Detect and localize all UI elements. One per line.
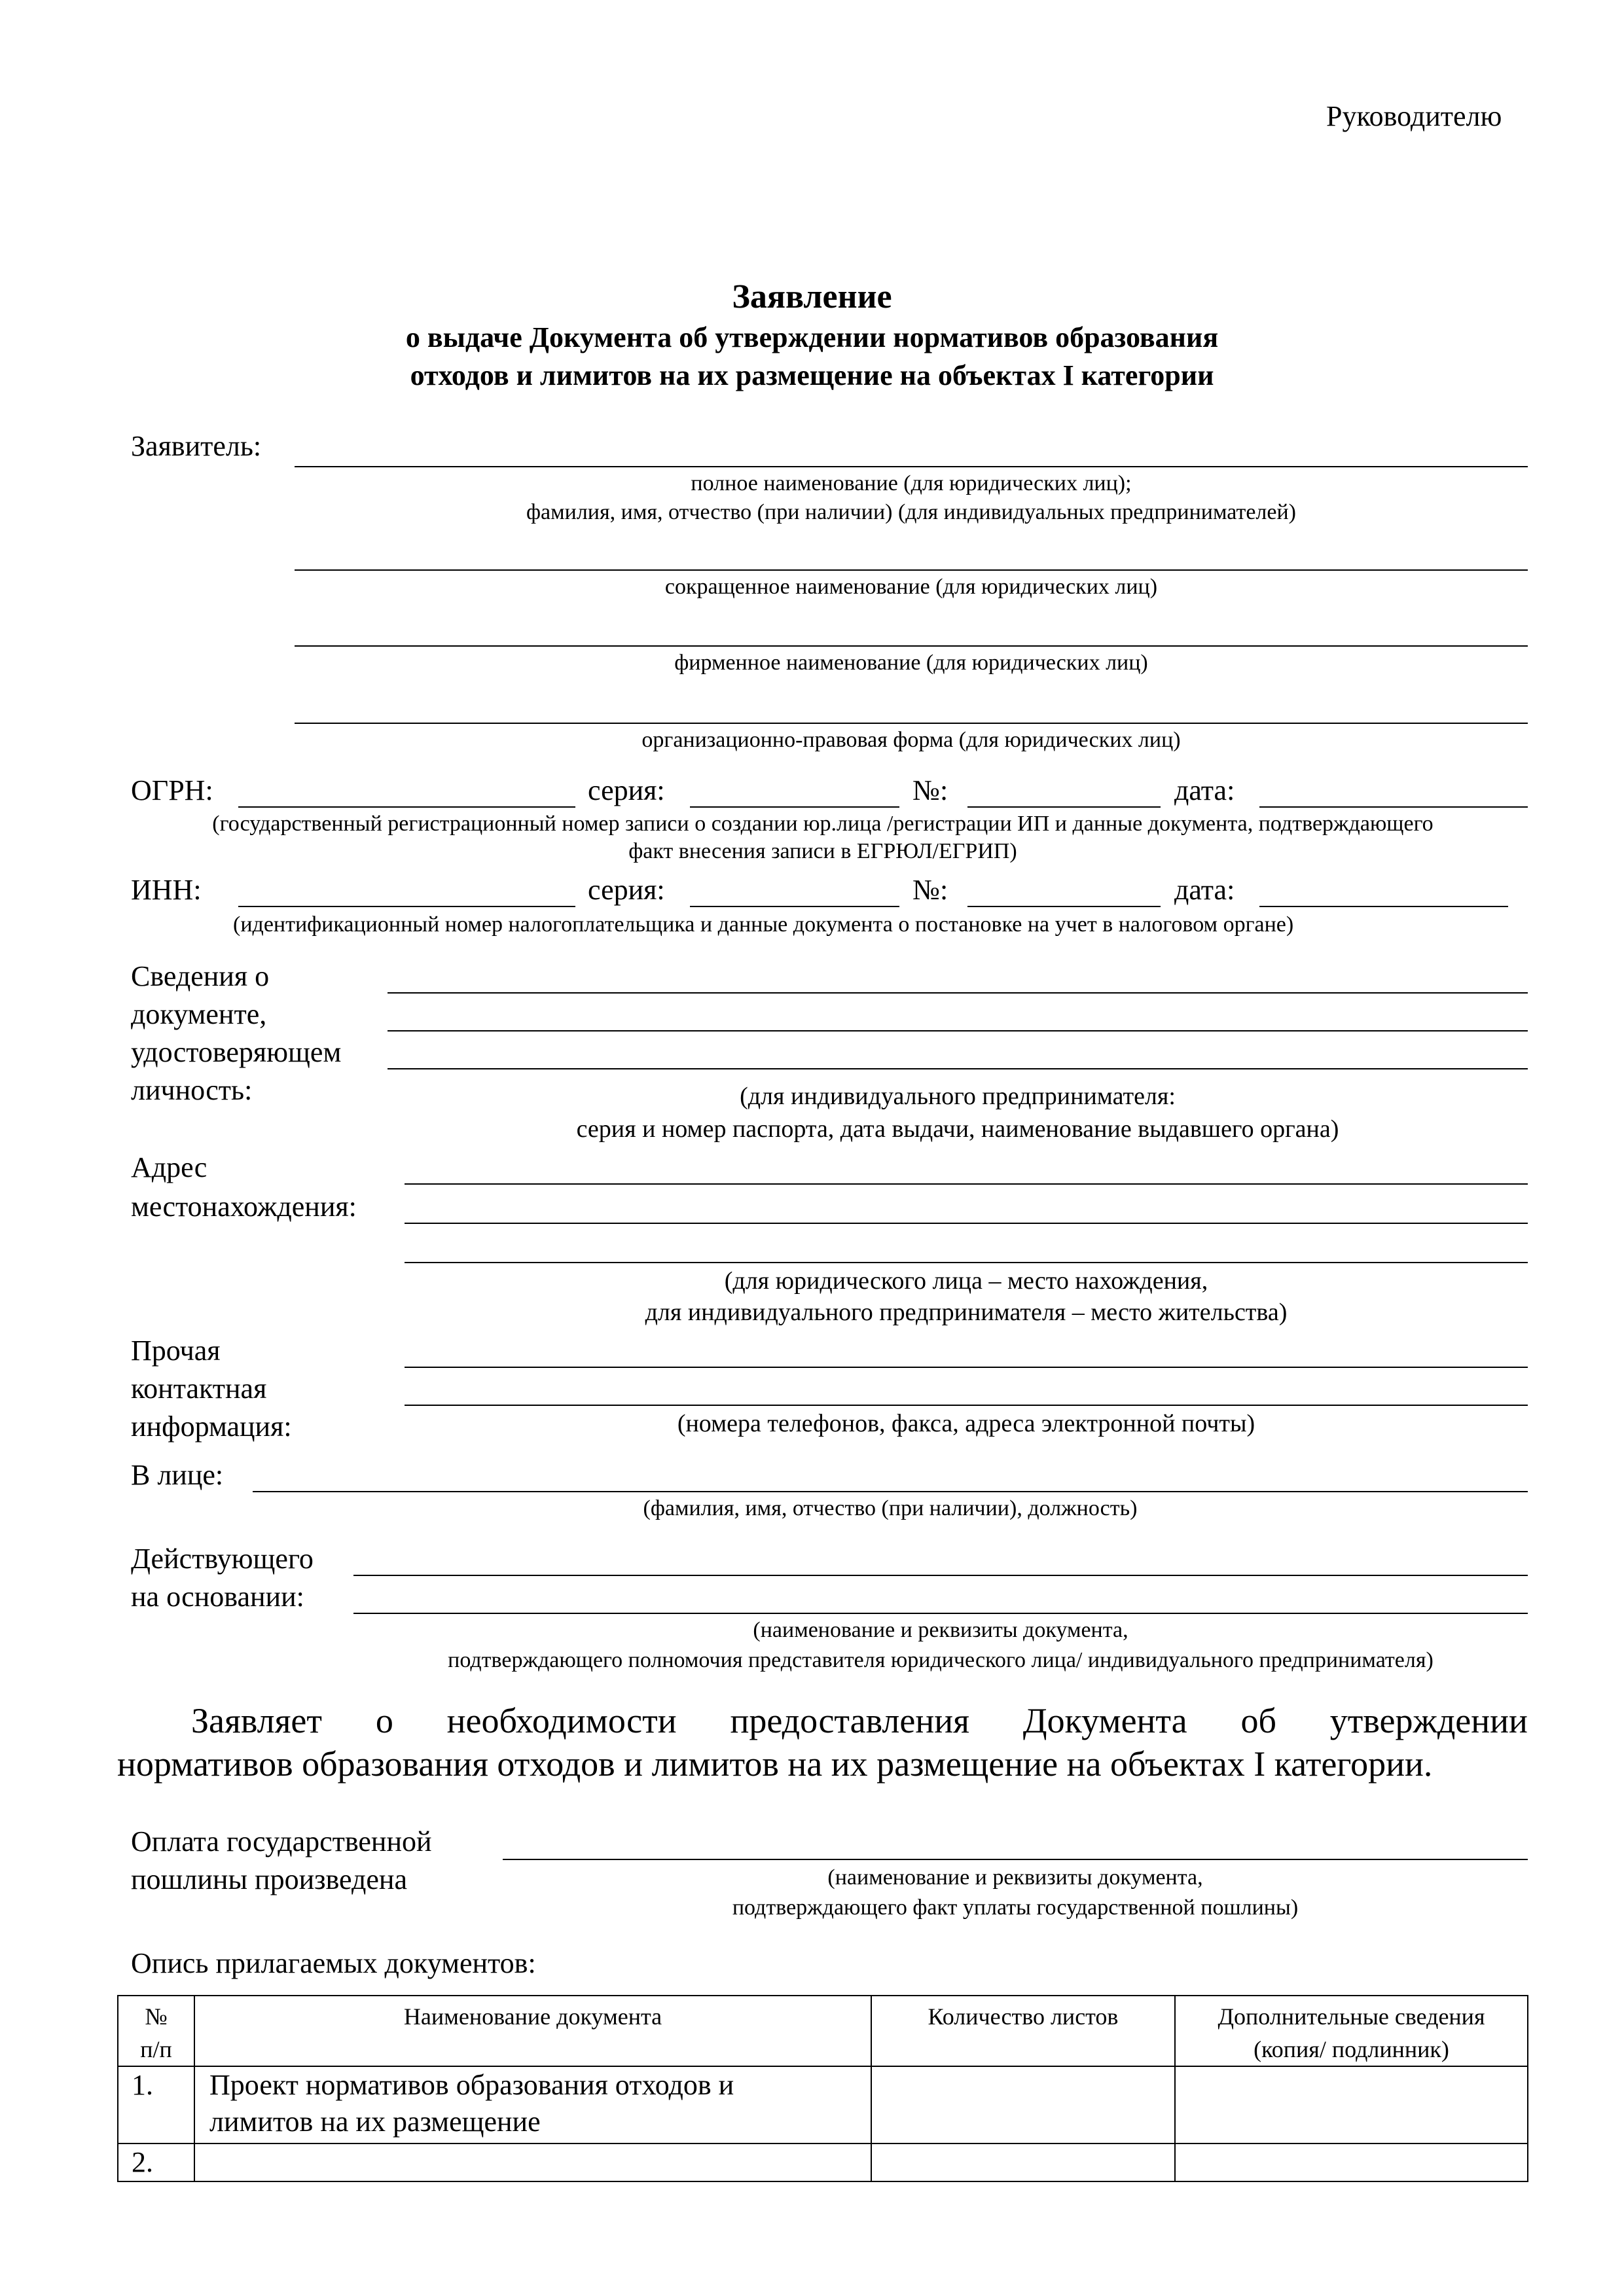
- inn-caption: (идентификационный номер налогоплательщика и данные документа о постановке на учет в налоговом органе): [233, 912, 1294, 937]
- inn-number-field[interactable]: [967, 906, 1161, 907]
- applicant-short-name-field[interactable]: [295, 569, 1528, 571]
- row-number: 1.: [118, 2066, 194, 2144]
- row-document-name-line-2: лимитов на их размещение: [209, 2106, 541, 2138]
- ogrn-series-label: серия:: [588, 774, 665, 806]
- representative-caption: (фамилия, имя, отчество (при наличии), должность): [643, 1496, 1138, 1520]
- statement-word: предоставления: [730, 1701, 969, 1740]
- representative-field[interactable]: [253, 1491, 1528, 1492]
- header-additional-info: [1175, 1996, 1528, 2066]
- applicant-full-name-caption-1: полное наименование (для юридических лиц);: [691, 471, 1132, 495]
- ogrn-field[interactable]: [238, 806, 575, 808]
- basis-field-line-2[interactable]: [353, 1613, 1528, 1614]
- address-field-line-2[interactable]: [405, 1223, 1528, 1224]
- ogrn-number-label: №:: [912, 774, 948, 806]
- inn-series-label: серия:: [588, 874, 665, 906]
- representative-label: В лице:: [131, 1459, 224, 1491]
- address-caption-2: для индивидуального предпринимателя – место жительства): [645, 1299, 1288, 1326]
- statement-word: Документа: [1022, 1701, 1187, 1740]
- document-title: Заявление: [732, 278, 892, 315]
- statement-word: об: [1240, 1701, 1276, 1740]
- header-number-line-2: п/п: [140, 2036, 172, 2062]
- attachments-table: [117, 1995, 1528, 2182]
- attachments-heading: Опись прилагаемых документов:: [131, 1947, 536, 1979]
- ogrn-caption-1: (государственный регистрационный номер записи о создании юр.лица /регистрации ИП и данные документа, подтверждающего: [212, 812, 1434, 836]
- address-caption-1: (для юридического лица – место нахождения,: [724, 1267, 1208, 1295]
- ogrn-series-field[interactable]: [690, 806, 899, 808]
- ogrn-date-label: дата:: [1174, 774, 1235, 806]
- identity-field-line-3[interactable]: [388, 1068, 1528, 1069]
- contacts-label-3: информация:: [131, 1410, 292, 1443]
- row-document-name[interactable]: [194, 2066, 871, 2144]
- basis-field-line-1[interactable]: [353, 1575, 1528, 1576]
- basis-label-1: Действующего: [131, 1543, 314, 1575]
- fee-caption-2: подтверждающего факт уплаты государственной пошлины): [732, 1895, 1299, 1920]
- ogrn-caption-2: факт внесения записи в ЕГРЮЛ/ЕГРИП): [628, 839, 1017, 863]
- statement-word: утверждении: [1329, 1701, 1528, 1740]
- applicant-label: Заявитель:: [131, 430, 262, 462]
- fee-label-1: Оплата государственной: [131, 1825, 432, 1857]
- inn-number-label: №:: [912, 874, 948, 906]
- row-document-name[interactable]: [194, 2144, 871, 2181]
- table-row: [118, 2144, 1528, 2181]
- document-subtitle-line-2: отходов и лимитов на их размещение на объектах I категории: [410, 359, 1214, 391]
- address-label-2: местонахождения:: [131, 1191, 357, 1223]
- statement-line-2: нормативов образования отходов и лимитов на их размещение на объектах I категории.: [117, 1744, 1433, 1784]
- inn-field[interactable]: [238, 906, 575, 907]
- identity-label-4: личность:: [131, 1074, 253, 1106]
- inn-series-field[interactable]: [690, 906, 899, 907]
- statement-word: о: [375, 1701, 393, 1740]
- identity-field-line-2[interactable]: [388, 1030, 1528, 1031]
- addressee: Руководителю: [1326, 100, 1502, 132]
- identity-label-2: документе,: [131, 998, 267, 1030]
- address-field-line-3[interactable]: [405, 1262, 1528, 1263]
- table-header-row: [118, 1996, 1528, 2066]
- header-sheet-count: Количество листов: [871, 1996, 1175, 2066]
- fee-caption-1: (наименование и реквизиты документа,: [827, 1865, 1203, 1890]
- applicant-brand-name-field[interactable]: [295, 645, 1528, 647]
- contacts-caption: (номера телефонов, факса, адреса электронной почты): [677, 1410, 1255, 1437]
- contacts-label-1: Прочая: [131, 1335, 221, 1367]
- ogrn-number-field[interactable]: [967, 806, 1161, 808]
- basis-caption-1: (наименование и реквизиты документа,: [753, 1618, 1128, 1642]
- basis-caption-2: подтверждающего полномочия представителя юридического лица/ индивидуального предпринимателя): [448, 1648, 1434, 1672]
- contacts-label-2: контактная: [131, 1372, 267, 1405]
- table-row: [118, 2066, 1528, 2144]
- inn-date-label: дата:: [1174, 874, 1235, 906]
- fee-label-2: пошлины произведена: [131, 1863, 407, 1895]
- inn-label: ИНН:: [131, 874, 202, 906]
- statement-line-1: [191, 1703, 1528, 1738]
- applicant-legal-form-field[interactable]: [295, 723, 1528, 724]
- header-additional-info-line-2: (копия/ подлинник): [1254, 2036, 1449, 2062]
- header-number: [118, 1996, 194, 2066]
- row-number: 2.: [118, 2144, 194, 2181]
- header-additional-info-line-1: Дополнительные сведения: [1218, 2003, 1485, 2030]
- address-field-line-1[interactable]: [405, 1183, 1528, 1185]
- applicant-brand-name-caption: фирменное наименование (для юридических лиц): [674, 651, 1148, 675]
- identity-field-line-1[interactable]: [388, 992, 1528, 994]
- row-sheet-count[interactable]: [871, 2144, 1175, 2181]
- fee-field[interactable]: [503, 1859, 1528, 1860]
- applicant-full-name-field[interactable]: [295, 466, 1528, 467]
- identity-caption-1: (для индивидуального предпринимателя:: [740, 1083, 1176, 1110]
- ogrn-label: ОГРН:: [131, 774, 213, 806]
- document-subtitle-line-1: о выдаче Документа об утверждении нормативов образования: [405, 321, 1219, 353]
- applicant-legal-form-caption: организационно-правовая форма (для юридических лиц): [641, 728, 1181, 752]
- header-document-name: Наименование документа: [194, 1996, 871, 2066]
- row-additional-info[interactable]: [1175, 2066, 1528, 2144]
- statement-word: необходимости: [446, 1701, 677, 1740]
- row-sheet-count[interactable]: [871, 2066, 1175, 2144]
- identity-label-3: удостоверяющем: [131, 1036, 342, 1068]
- statement-word: Заявляет: [191, 1701, 322, 1740]
- row-additional-info[interactable]: [1175, 2144, 1528, 2181]
- contacts-field-line-2[interactable]: [405, 1405, 1528, 1406]
- identity-caption-2: серия и номер паспорта, дата выдачи, наименование выдавшего органа): [576, 1115, 1339, 1143]
- row-document-name-line-1: Проект нормативов образования отходов и: [209, 2069, 734, 2101]
- identity-label-1: Сведения о: [131, 960, 270, 992]
- applicant-short-name-caption: сокращенное наименование (для юридических лиц): [664, 575, 1158, 599]
- inn-date-field[interactable]: [1259, 906, 1508, 907]
- ogrn-date-field[interactable]: [1259, 806, 1528, 808]
- applicant-full-name-caption-2: фамилия, имя, отчество (при наличии) (для индивидуальных предпринимателей): [526, 500, 1297, 524]
- address-label-1: Адрес: [131, 1151, 208, 1183]
- contacts-field-line-1[interactable]: [405, 1367, 1528, 1368]
- basis-label-2: на основании:: [131, 1581, 304, 1613]
- header-number-line-1: №: [145, 2003, 168, 2030]
